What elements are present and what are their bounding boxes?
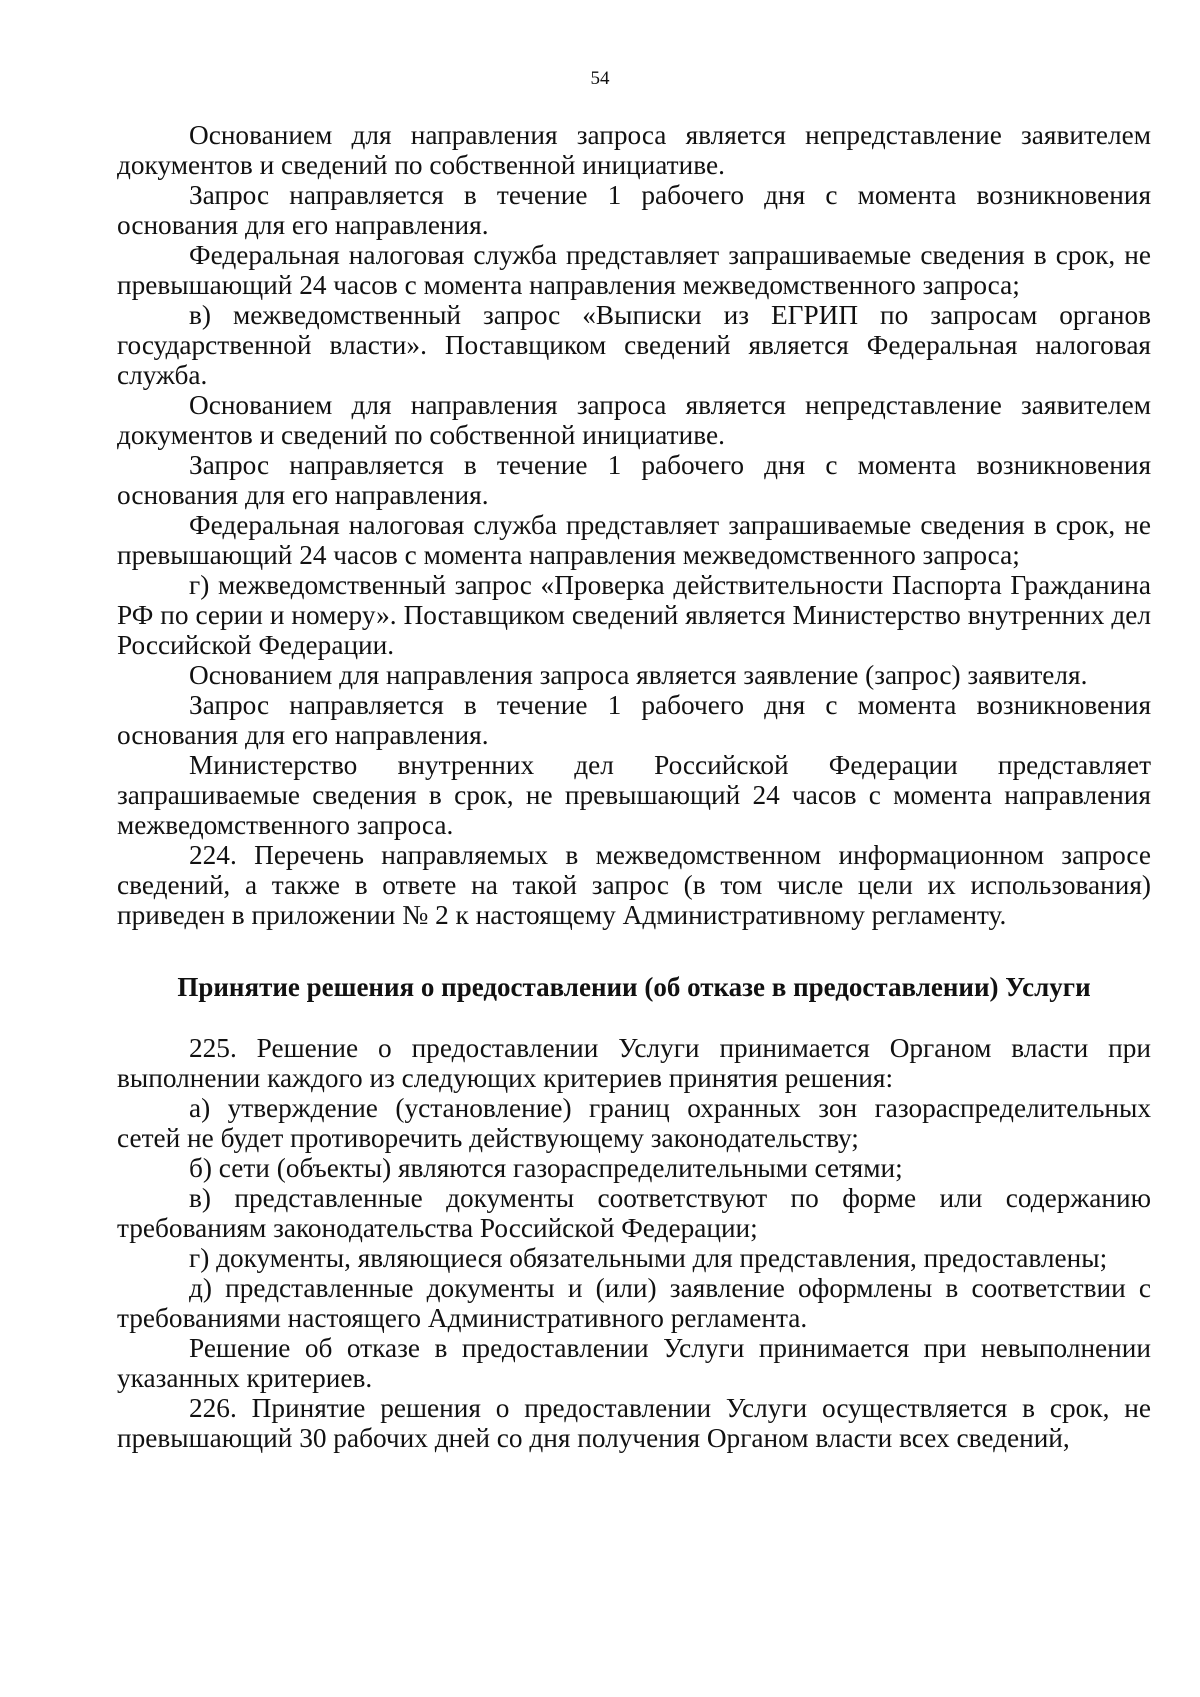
paragraph: 224. Перечень направляемых в межведомственном информационном запросе сведений, а также в ответе на такой запрос (в том числе цели их использования) приведен в приложении № 2 к настоящему Административному регламенту. — [117, 840, 1151, 930]
section-heading: Принятие решения о предоставлении (об отказе в предоставлении) Услуги — [177, 972, 1091, 1002]
paragraph: Основанием для направления запроса является непредставление заявителем документов и сведений по собственной инициативе. — [117, 390, 1151, 450]
paragraph: Запрос направляется в течение 1 рабочего дня с момента возникновения основания для его направления. — [117, 690, 1151, 750]
document-body — [117, 120, 1151, 1453]
paragraph: г) межведомственный запрос «Проверка действительности Паспорта Гражданина РФ по серии и номеру». Поставщиком сведений является Министерство внутренних дел Российской Федерации. — [117, 570, 1151, 660]
paragraph: 226. Принятие решения о предоставлении Услуги осуществляется в срок, не превышающий 30 рабочих дней со дня получения Органом власти всех сведений, — [117, 1393, 1151, 1453]
paragraph: 225. Решение о предоставлении Услуги принимается Органом власти при выполнении каждого из следующих критериев принятия решения: — [117, 1033, 1151, 1093]
paragraph: а) утверждение (установление) границ охранных зон газораспределительных сетей не будет противоречить действующему законодательству; — [117, 1093, 1151, 1153]
paragraph: Запрос направляется в течение 1 рабочего дня с момента возникновения основания для его направления. — [117, 450, 1151, 510]
paragraph: Запрос направляется в течение 1 рабочего дня с момента возникновения основания для его направления. — [117, 180, 1151, 240]
paragraph: Федеральная налоговая служба представляет запрашиваемые сведения в срок, не превышающий 24 часов с момента направления межведомственного запроса; — [117, 240, 1151, 300]
paragraph: г) документы, являющиеся обязательными для представления, предоставлены; — [189, 1243, 1108, 1273]
paragraph: Решение об отказе в предоставлении Услуги принимается при невыполнении указанных критериев. — [117, 1333, 1151, 1393]
paragraph: в) представленные документы соответствуют по форме или содержанию требованиям законодательства Российской Федерации; — [117, 1183, 1151, 1243]
paragraph: Основанием для направления запроса является заявление (запрос) заявителя. — [189, 660, 1088, 690]
paragraph: д) представленные документы и (или) заявление оформлены в соответствии с требованиями настоящего Административного регламента. — [117, 1273, 1151, 1333]
paragraph: в) межведомственный запрос «Выписки из ЕГРИП по запросам органов государственной власти». Поставщиком сведений является Федеральная налоговая служба. — [117, 300, 1151, 390]
paragraph: Министерство внутренних дел Российской Федерации представляет запрашиваемые сведения в срок, не превышающий 24 часов с момента направления межведомственного запроса. — [117, 750, 1151, 840]
paragraph: Федеральная налоговая служба представляет запрашиваемые сведения в срок, не превышающий 24 часов с момента направления межведомственного запроса; — [117, 510, 1151, 570]
paragraph: Основанием для направления запроса является непредставление заявителем документов и сведений по собственной инициативе. — [117, 120, 1151, 180]
page-number: 54 — [590, 68, 610, 89]
paragraph: б) сети (объекты) являются газораспределительными сетями; — [189, 1153, 903, 1183]
